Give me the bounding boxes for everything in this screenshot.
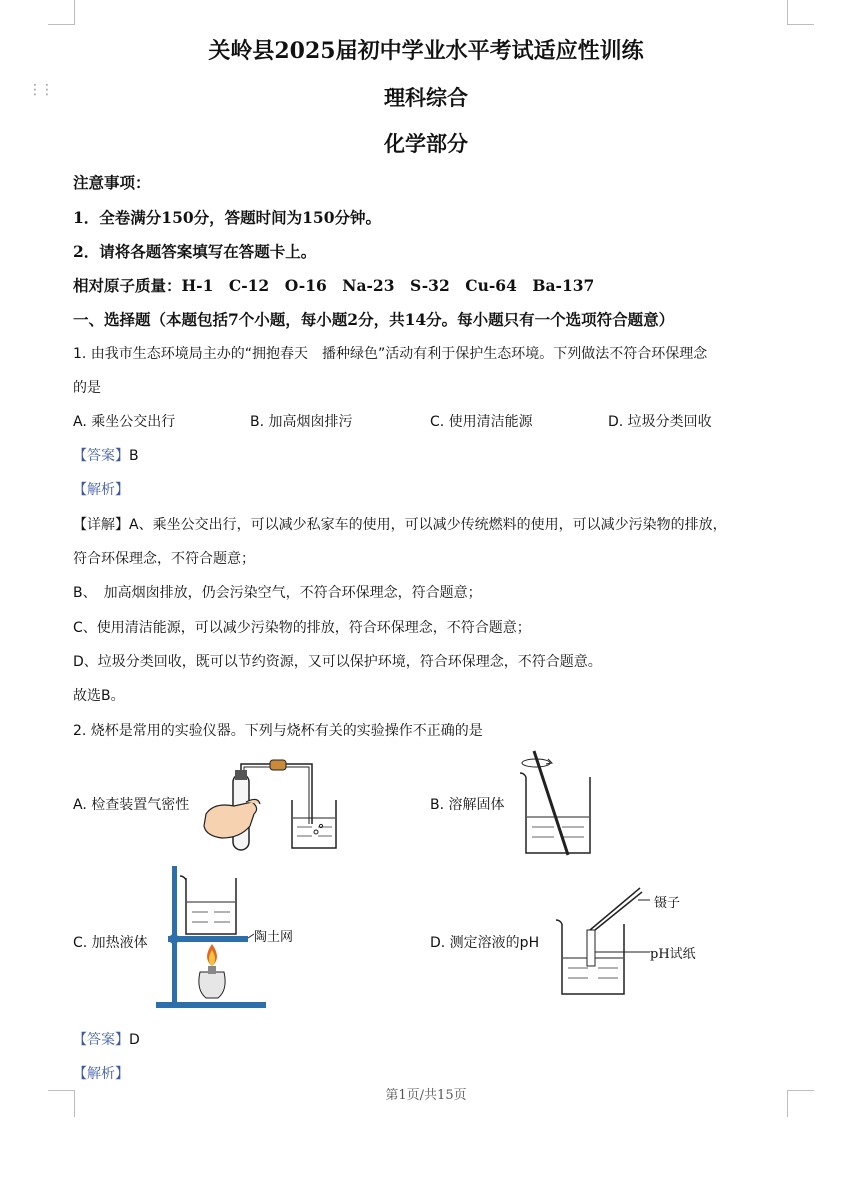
q2-stem: 2. 烧杯是常用的实验仪器。下列与烧杯有关的实验操作不正确的是 (73, 723, 483, 739)
q1-detail-d: D、垃圾分类回收，既可以节约资源，又可以保护环境，符合环保理念，不符合题意。 (73, 654, 602, 670)
heating-liquid-figure (150, 862, 320, 1012)
label-gauze: 陶土网 (254, 930, 294, 945)
q1-detail-line1 (73, 514, 727, 534)
q1-answer (73, 445, 139, 465)
answer-value: B (129, 448, 139, 464)
q1-stem-line2: 的是 (73, 380, 101, 396)
airtightness-apparatus-figure (200, 752, 350, 860)
notes-heading: 注意事项： (73, 173, 151, 192)
crop-mark-top-right (787, 0, 814, 25)
exam-title: 关岭县2025届初中学业水平考试适应性训练 (208, 38, 644, 64)
q1-detail-c: C、使用清洁能源，可以减少污染物的排放，符合环保理念，不符合题意； (73, 620, 531, 636)
q1-detail-b: B、 加高烟囱排放，仍会污染空气，不符合环保理念，符合题意； (73, 585, 482, 601)
detail-tag: 【详解】 (73, 517, 129, 533)
detail-text: A、乘坐公交出行，可以减少私家车的使用，可以减少传统燃料的使用，可以减少污染物的排放， (129, 517, 727, 533)
atomic-mass-line: 相对原子质量：H-1 C-12 O-16 Na-23 S-32 Cu-64 Ba-137 (73, 276, 595, 295)
label-tweezers: 镊子 (654, 896, 681, 911)
q2-option-c: C. 加热液体 (73, 935, 148, 951)
answer-value: D (129, 1032, 140, 1048)
dissolving-figure (512, 745, 596, 859)
ph-measurement-figure (550, 882, 660, 998)
q1-option-c: C. 使用清洁能源 (430, 414, 533, 430)
notes-item-2: 2．请将各题答案填写在答题卡上。 (73, 242, 317, 261)
q1-analysis-tag: 【解析】 (73, 482, 129, 498)
q1-detail-line2: 符合环保理念，不符合题意； (73, 551, 255, 567)
crop-mark-top-left (48, 0, 75, 25)
section-heading: 一、选择题（本题包括7个小题，每小题2分，共14分。每小题只有一个选项符合题意） (73, 310, 675, 329)
q1-option-a: A. 乘坐公交出行 (73, 414, 176, 430)
q2-option-d: D. 测定溶液的pH (430, 935, 540, 951)
answer-tag: 【答案】 (73, 448, 129, 464)
q1-option-b: B. 加高烟囱排污 (250, 414, 353, 430)
notes-item-1: 1．全卷满分150分，答题时间为150分钟。 (73, 208, 381, 227)
q1-option-d: D. 垃圾分类回收 (608, 414, 712, 430)
q2-answer (73, 1029, 140, 1049)
q1-stem-line1: 1. 由我市生态环境局主办的“拥抱春天 播种绿色”活动有利于保护生态环境。下列做法不符合环保理念 (73, 346, 708, 362)
page-number: 第1页/共15页 (385, 1088, 467, 1103)
q1-conclusion: 故选B。 (73, 688, 125, 704)
label-ph-paper: pH试纸 (650, 947, 696, 962)
q2-analysis-tag: 【解析】 (73, 1066, 129, 1082)
subject-title: 理科综合 (384, 85, 468, 110)
q2-option-a: A. 检查装置气密性 (73, 797, 190, 813)
drag-handle-icon[interactable]: ⋮⋮ (28, 82, 52, 98)
q2-option-b: B. 溶解固体 (430, 797, 505, 813)
section-title: 化学部分 (384, 131, 468, 156)
answer-tag: 【答案】 (73, 1032, 129, 1048)
